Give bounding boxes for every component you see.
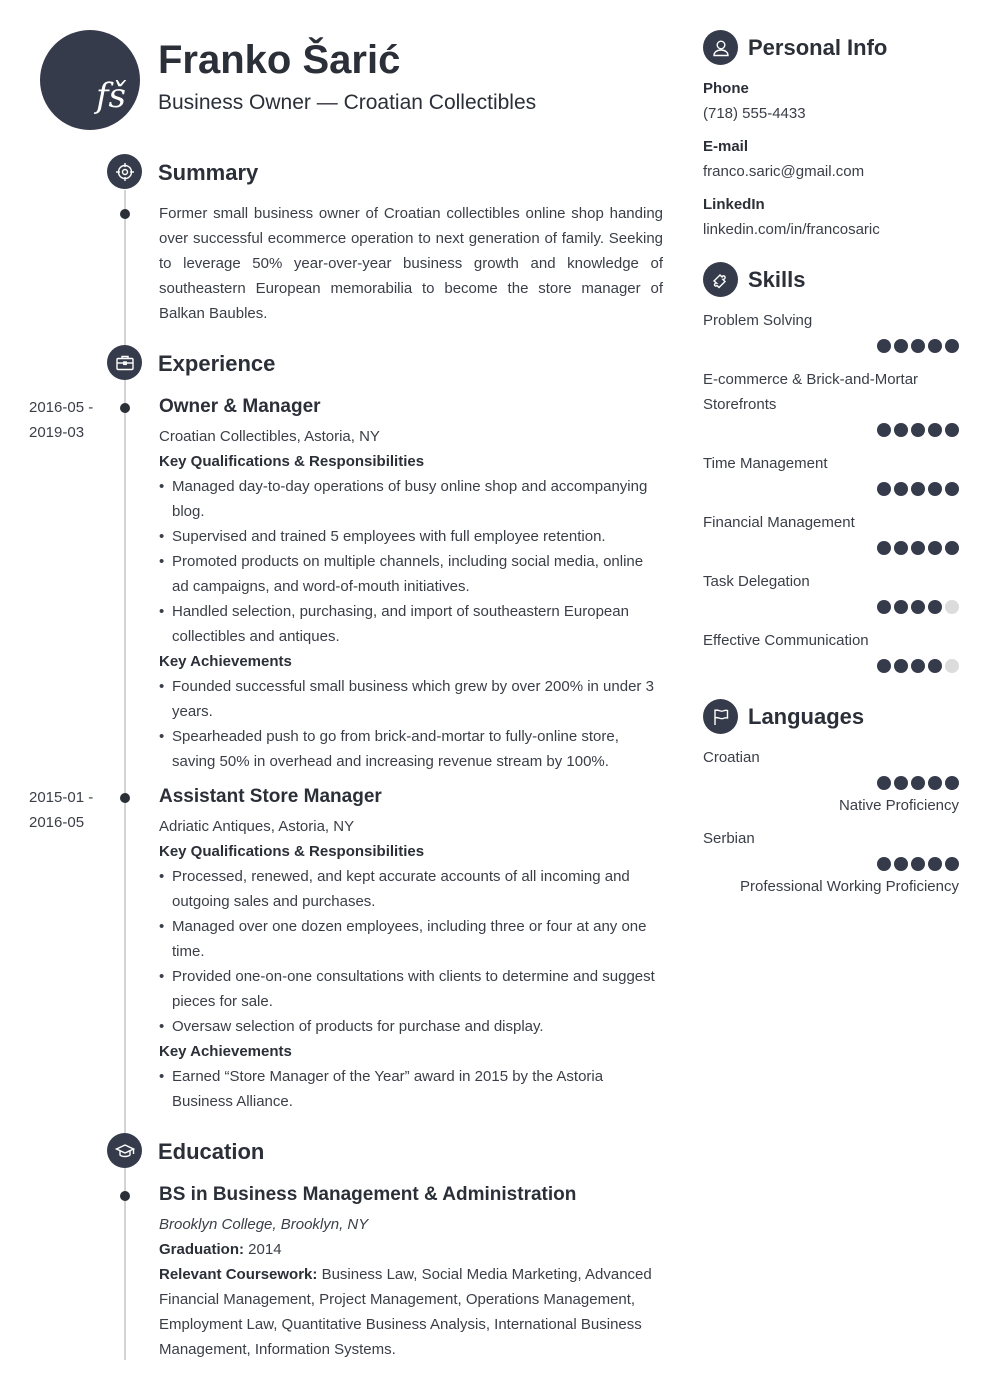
rating-dot-filled (894, 339, 908, 353)
rating-dot-filled (945, 423, 959, 437)
graduation-line (159, 1237, 282, 1262)
rating-dot-filled (911, 541, 925, 555)
rating-dot-filled (928, 541, 942, 555)
rating-dot-filled (894, 541, 908, 555)
graduation-cap-icon (107, 1133, 142, 1168)
puzzle-icon (703, 262, 738, 297)
rating-dot-filled (911, 482, 925, 496)
rating-dot-empty (945, 600, 959, 614)
rating-dot-filled (928, 482, 942, 496)
timeline-dot (120, 403, 130, 413)
skill-rating (877, 339, 959, 353)
job-date-end: 2016-05 (29, 814, 85, 831)
skill-rating (877, 659, 959, 673)
skill-name: E-commerce & Brick-and-Mortar Storefronts (703, 371, 919, 413)
rating-dot-empty (945, 659, 959, 673)
job-date-start: 2016-05 - (29, 399, 94, 416)
phone-value: (718) 555-4433 (703, 105, 806, 122)
list-item: • Managed over one dozen employees, including three or four at any one time. (159, 914, 659, 964)
qualifications-heading: Key Qualifications & Responsibilities (159, 453, 425, 470)
candidate-name: Franko Šarić (158, 38, 401, 82)
rating-dot-filled (945, 541, 959, 555)
email-label: E-mail (703, 138, 749, 155)
rating-dot-filled (894, 659, 908, 673)
job-date (29, 395, 109, 445)
skill-name: Effective Communication (703, 632, 869, 649)
qualifications-heading: Key Qualifications & Responsibilities (159, 843, 425, 860)
list-item: • Processed, renewed, and kept accurate accounts of all incoming and outgoing sales and purchases. (159, 864, 659, 914)
coursework-paragraph (159, 1262, 659, 1362)
job-date (29, 785, 109, 835)
language-proficiency: Native Proficiency (838, 797, 959, 814)
rating-dot-filled (911, 339, 925, 353)
rating-dot-filled (928, 857, 942, 871)
rating-dot-filled (894, 776, 908, 790)
list-item: • Promoted products on multiple channels, including social media, online ad campaigns, and word-of-mouth initiatives. (159, 549, 659, 599)
achievements-heading: Key Achievements (159, 1043, 292, 1060)
person-icon (703, 30, 738, 65)
list-item: • Founded successful small business which grew by over 200% in under 3 years. (159, 674, 659, 724)
monogram-avatar (40, 30, 140, 130)
achievements-list (159, 1064, 659, 1114)
list-item: • Supervised and trained 5 employees with full employee retention. (159, 524, 659, 549)
rating-dot-filled (894, 423, 908, 437)
job-title: Assistant Store Manager (159, 786, 382, 807)
rating-dot-filled (894, 600, 908, 614)
job-company: Croatian Collectibles, Astoria, NY (159, 428, 380, 445)
rating-dot-filled (877, 857, 891, 871)
rating-dot-filled (911, 776, 925, 790)
list-item: • Oversaw selection of products for purchase and display. (159, 1014, 659, 1039)
job-date-end: 2019-03 (29, 424, 85, 441)
rating-dot-filled (894, 482, 908, 496)
timeline-dot (120, 793, 130, 803)
skill-name: Task Delegation (703, 573, 810, 590)
rating-dot-filled (877, 600, 891, 614)
coursework-value: Business Law, Social Media Marketing, Advanced Financial Management, Project Management, Operations Management, Employment Law, Quantitative Business Analysis, International Business Management, Information Systems. (159, 1266, 652, 1358)
summary-heading: Summary (158, 160, 259, 185)
linkedin-label: LinkedIn (703, 196, 765, 213)
skill-rating (877, 541, 959, 555)
degree-title: BS in Business Management & Administration (159, 1184, 577, 1205)
list-item: • Spearheaded push to go from brick-and-mortar to fully-online store, saving 50% in overhead and increasing revenue stream by 100%. (159, 724, 659, 774)
language-name: Croatian (703, 749, 760, 766)
rating-dot-filled (877, 423, 891, 437)
list-item: • Earned “Store Manager of the Year” award in 2015 by the Astoria Business Alliance. (159, 1064, 659, 1114)
summary-text: Former small business owner of Croatian collectibles online shop handing over successful ecommerce operation to next generation of family. Seeking to leverage 50% year-over-year business growth and knowledge of southeastern European memorabilia to become the store manager of Balkan Baubles. (159, 205, 663, 322)
skill-rating (877, 423, 959, 437)
rating-dot-filled (945, 482, 959, 496)
skill-rating (877, 600, 959, 614)
candidate-subtitle: Business Owner — Croatian Collectibles (158, 91, 537, 114)
achievements-heading: Key Achievements (159, 653, 292, 670)
skill-name: Time Management (703, 455, 828, 472)
language-name: Serbian (703, 830, 755, 847)
flag-icon (703, 699, 738, 734)
coursework-label: Relevant Coursework: (159, 1266, 318, 1283)
school-name: Brooklyn College, Brooklyn, NY (159, 1216, 369, 1233)
skills-heading: Skills (748, 267, 806, 292)
language-rating (877, 857, 959, 871)
rating-dot-filled (928, 776, 942, 790)
job-date-start: 2015-01 - (29, 789, 94, 806)
skill-rating (877, 482, 959, 496)
rating-dot-filled (877, 776, 891, 790)
briefcase-icon (107, 345, 142, 380)
rating-dot-filled (928, 600, 942, 614)
job-title: Owner & Manager (159, 396, 321, 417)
rating-dot-filled (945, 857, 959, 871)
list-item: • Provided one-on-one consultations with clients to determine and suggest pieces for sale. (159, 964, 659, 1014)
personal-info-heading: Personal Info (748, 35, 888, 60)
achievements-list (159, 674, 659, 774)
rating-dot-filled (928, 339, 942, 353)
language-proficiency: Professional Working Proficiency (740, 878, 959, 895)
rating-dot-filled (877, 482, 891, 496)
rating-dot-filled (945, 339, 959, 353)
rating-dot-filled (911, 423, 925, 437)
language-rating (877, 776, 959, 790)
rating-dot-filled (945, 776, 959, 790)
skill-name: Financial Management (703, 514, 855, 531)
list-item: • Handled selection, purchasing, and import of southeastern European collectibles and antiques. (159, 599, 659, 649)
experience-heading: Experience (158, 351, 276, 376)
rating-dot-filled (928, 423, 942, 437)
linkedin-value: linkedin.com/in/francosaric (703, 221, 880, 238)
graduation-value: 2014 (248, 1241, 282, 1258)
timeline-dot (120, 1191, 130, 1201)
timeline-dot (120, 209, 130, 219)
rating-dot-filled (911, 600, 925, 614)
rating-dot-filled (877, 339, 891, 353)
rating-dot-filled (877, 659, 891, 673)
education-heading: Education (158, 1139, 265, 1164)
languages-heading: Languages (748, 704, 865, 729)
qualifications-list (159, 864, 659, 1039)
qualifications-list (159, 474, 659, 649)
target-icon (107, 154, 142, 189)
rating-dot-filled (928, 659, 942, 673)
phone-label: Phone (703, 80, 749, 97)
rating-dot-filled (911, 659, 925, 673)
skill-name: Problem Solving (703, 312, 813, 329)
email-value: franco.saric@gmail.com (703, 163, 865, 180)
job-company: Adriatic Antiques, Astoria, NY (159, 818, 355, 835)
rating-dot-filled (911, 857, 925, 871)
list-item: • Managed day-to-day operations of busy online shop and accompanying blog. (159, 474, 659, 524)
rating-dot-filled (894, 857, 908, 871)
rating-dot-filled (877, 541, 891, 555)
monogram-text: fš (95, 76, 126, 116)
graduation-label: Graduation: (159, 1241, 244, 1258)
